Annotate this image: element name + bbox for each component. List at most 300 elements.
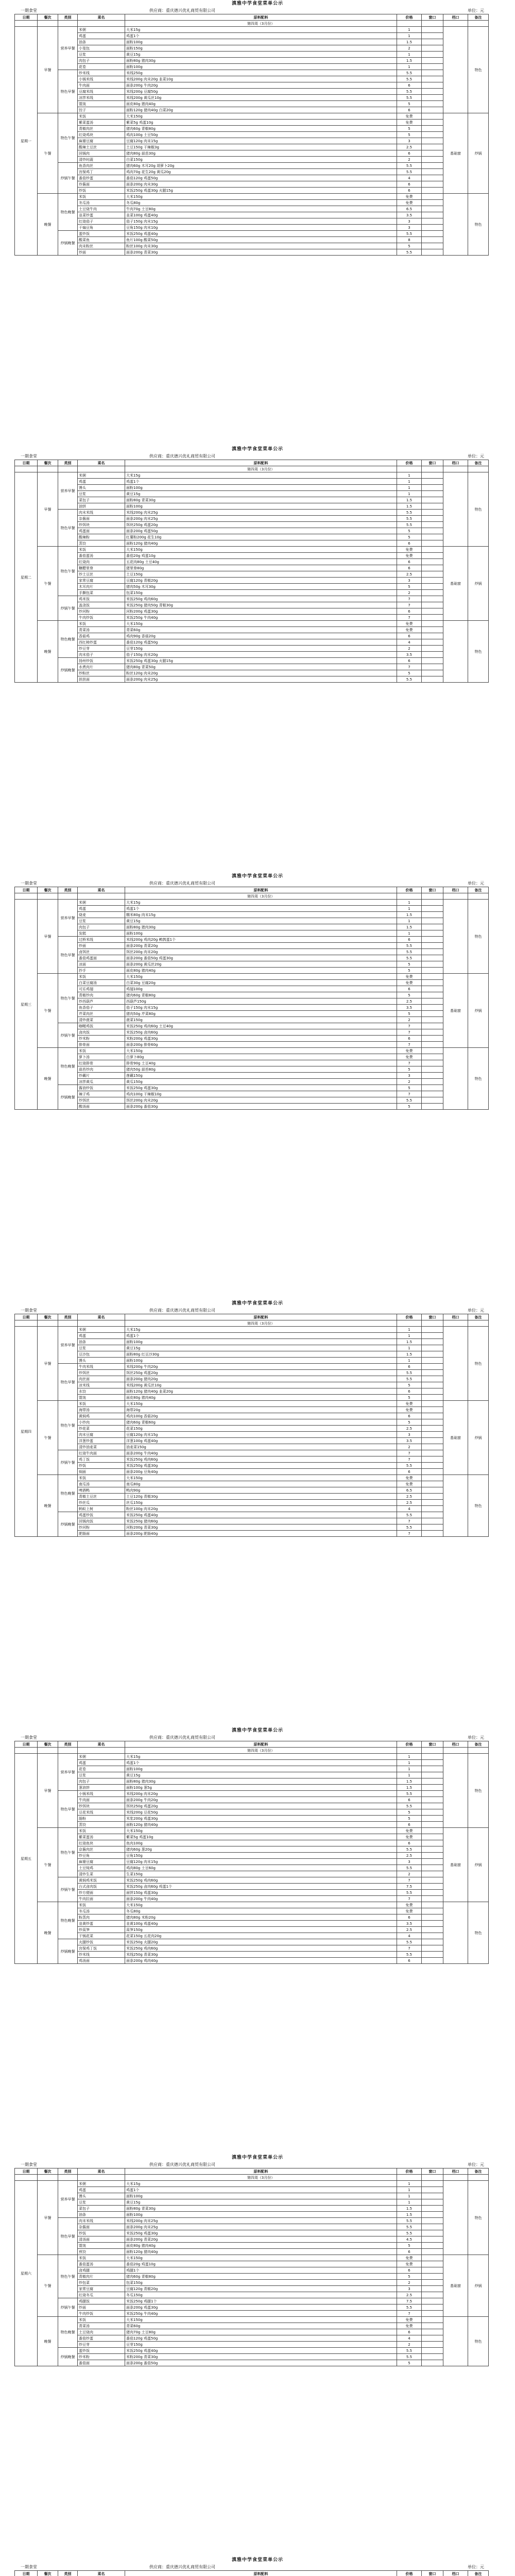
cell-empty (422, 1754, 443, 1760)
cell-empty (422, 472, 443, 479)
ingredients: 猪肉80g 蒜苗30g (125, 150, 397, 157)
price: 5 (397, 1809, 422, 1816)
note-label: 特色 (468, 27, 489, 113)
category-label: 炒锅晚餐 (58, 1512, 78, 1537)
dish-name: 馒头 (78, 485, 125, 491)
cell-empty (422, 578, 443, 584)
dish-name: 番茄蛋汤 (78, 553, 125, 559)
cell-empty (443, 27, 468, 113)
column-header: 档口 (443, 14, 468, 21)
ingredients: 猪肉60g 青椒80g (125, 992, 397, 998)
price: 2 (397, 2280, 422, 2286)
ingredients: 米饭250g 鸡肉60g (125, 1877, 397, 1884)
price: 7 (397, 664, 422, 670)
price: 1 (397, 906, 422, 912)
dish-name: 炒土豆丝 (78, 571, 125, 578)
price: 5.5 (397, 1803, 422, 1809)
ingredients: 鸡蛋1个 (125, 479, 397, 485)
ingredients: 米线200g 肉末20g (125, 1791, 397, 1797)
ingredients: 面皮80g 猪肉40g (125, 2243, 397, 2249)
header-row (15, 2168, 489, 2175)
price: 3 (397, 138, 422, 144)
column-header: 菜名 (78, 1314, 125, 1320)
category-label: 特色早餐 (58, 510, 78, 547)
dish-name: 肉末米线 (78, 2218, 125, 2224)
ingredients: 米线250g (125, 70, 397, 76)
price: 1 (397, 1772, 422, 1778)
menu-table (14, 1741, 489, 1964)
cell-empty (38, 2175, 58, 2181)
note-label: 炒锅 (468, 1828, 489, 1902)
cell-empty (422, 2206, 443, 2212)
table-row (15, 1908, 489, 1914)
table-row (15, 1884, 489, 1890)
table-row (15, 2360, 489, 2366)
table-row (15, 676, 489, 683)
ingredients: 鸡肉90g 香菇20g (125, 633, 397, 639)
day-label: 星期一 (15, 27, 38, 256)
cell-empty (422, 528, 443, 534)
ingredients: 莴笋150g (125, 1927, 397, 1933)
table-row (15, 1104, 489, 1110)
cell-empty (422, 912, 443, 918)
table-row (15, 1023, 489, 1029)
column-header: 原料配料 (125, 2571, 397, 2576)
dish-name: 炒西葫芦 (78, 998, 125, 1005)
ingredients: 面条200g 肉末30g (125, 181, 397, 188)
table-row (15, 33, 489, 39)
cell-empty (422, 194, 443, 200)
ingredients: 面皮80g 猪肉40g (125, 1395, 397, 1401)
dish-name: 炒方便面 (78, 1890, 125, 1896)
cell-empty (78, 21, 125, 27)
dish-name: 肉包子 (78, 924, 125, 930)
dish-name: 牛肉炒饭 (78, 2311, 125, 2317)
table-row (15, 2317, 489, 2323)
unit-label: 单位：元 (468, 8, 484, 13)
ingredients: 面条200g 鸡蛋30g (125, 2304, 397, 2311)
dish-name: 米粥 (78, 27, 125, 33)
table-row (15, 627, 489, 633)
table-row (15, 175, 489, 181)
ingredients: 鸡蛋1个 (125, 33, 397, 39)
cell-empty (422, 497, 443, 503)
dish-name: 炒米线 (78, 1952, 125, 1958)
category-label: 营养早餐 (58, 27, 78, 70)
cell-empty (422, 516, 443, 522)
dish-name: 炒饭 (78, 188, 125, 194)
note-label: 炒锅 (468, 547, 489, 621)
cell-empty (422, 101, 443, 107)
dish-name: 凉拌米线 (78, 95, 125, 101)
table-row (15, 225, 489, 231)
table-row (15, 1921, 489, 1927)
cell-empty (422, 943, 443, 949)
cell-empty (422, 1438, 443, 1444)
ingredients: 面条200g 鸡蛋50g (125, 528, 397, 534)
ingredients: 米线200g 豆花50g (125, 1809, 397, 1816)
ingredients: 米饭250g 猪肉60g (125, 1518, 397, 1524)
ingredients: 豆腐120g 肉末15g (125, 1859, 397, 1865)
ingredients: 猪肉50g 蒜苔80g (125, 1066, 397, 1073)
week-row (15, 1320, 489, 1327)
price: 7 (397, 2311, 422, 2317)
dish-name: 米饭 (78, 2255, 125, 2261)
price: 5.5 (397, 1370, 422, 1376)
column-header: 价格 (397, 460, 422, 466)
dish-name: 炒米线 (78, 70, 125, 76)
price: 3 (397, 1859, 422, 1865)
cell-empty (422, 169, 443, 175)
price: 2 (397, 2342, 422, 2348)
dish-name: 牛肉面 (78, 82, 125, 89)
table-row (15, 1456, 489, 1463)
column-header: 价格 (397, 1741, 422, 1748)
category-label: 特色晚餐 (58, 1048, 78, 1085)
dish-name: 青椒肉片 (78, 2274, 125, 2280)
dish-name: 鸡蛋炒饭 (78, 1512, 125, 1518)
dish-name: 红烧鱼块 (78, 1840, 125, 1846)
cell-empty (422, 1927, 443, 1933)
table-row (15, 1481, 489, 1487)
price: 5.5 (397, 955, 422, 961)
ingredients: 粉丝120g 肉末20g (125, 670, 397, 676)
category-label: 炒锅晚餐 (58, 658, 78, 683)
cell-empty (468, 21, 489, 27)
ingredients: 菠菜150g (125, 1017, 397, 1023)
price: 免费 (397, 1048, 422, 1054)
price: 7 (397, 596, 422, 602)
table-row (15, 243, 489, 249)
table-row (15, 528, 489, 534)
price: 6 (397, 540, 422, 547)
table-row (15, 1524, 489, 1531)
cell-empty (422, 992, 443, 998)
cell-empty (422, 1091, 443, 1097)
note-label: 特色 (468, 900, 489, 974)
table-row (15, 1506, 489, 1512)
stall-label: 基础窗 (443, 547, 468, 621)
price: 1 (397, 1760, 422, 1766)
ingredients: 米饭250g 鸡肉60g (125, 596, 397, 602)
dish-name: 糖醋里脊 (78, 565, 125, 571)
table-row (15, 510, 489, 516)
ingredients: 豆芽150g (125, 2342, 397, 2348)
table-row (15, 547, 489, 553)
note-label: 特色 (468, 1902, 489, 1964)
dish-name: 宫保鸡丁 (78, 169, 125, 175)
note-label: 特色 (468, 1475, 489, 1537)
table-row (15, 157, 489, 163)
column-header: 日期 (15, 460, 38, 466)
price: 6 (397, 559, 422, 565)
cell-empty (443, 1327, 468, 1401)
table-row (15, 76, 489, 82)
price: 7 (397, 1450, 422, 1456)
dish-name: 辣子鸡 (78, 1091, 125, 1097)
ingredients: 米饭250g 牛肉40g (125, 2311, 397, 2317)
price: 3.5 (397, 212, 422, 218)
column-header: 备注 (468, 14, 489, 21)
price: 免费 (397, 1481, 422, 1487)
cell-empty (422, 157, 443, 163)
dish-name: 发糕 (78, 930, 125, 937)
cell-empty (422, 2199, 443, 2206)
price: 1.5 (397, 2212, 422, 2218)
day-label: 星期五 (15, 1754, 38, 1964)
dish-name: 卤鸡腿 (78, 2267, 125, 2274)
table-row (15, 231, 489, 237)
cell-empty (38, 1748, 58, 1754)
cell-empty (422, 1896, 443, 1902)
ingredients: 紫菜5g 鸡蛋10g (125, 120, 397, 126)
price: 5.5 (397, 249, 422, 256)
ingredients: 猪肉80g 米粉20g (125, 1914, 397, 1921)
dish-name: 韭黄炒蛋 (78, 1921, 125, 1927)
table-row (15, 1902, 489, 1908)
stall-label: 基础窗 (443, 2255, 468, 2317)
cell-empty (422, 627, 443, 633)
price: 3 (397, 225, 422, 231)
cell-empty (422, 1048, 443, 1054)
ingredients: 猪肉50g 木耳30g (125, 584, 397, 590)
ingredients: 大米15g (125, 1754, 397, 1760)
dish-name: 米饭 (78, 113, 125, 120)
day-label: 星期六 (15, 2181, 38, 2366)
table-row (15, 900, 489, 906)
dish-name: 豆浆 (78, 1772, 125, 1778)
dish-name: 麻婆豆腐 (78, 138, 125, 144)
table-row (15, 930, 489, 937)
column-header: 窗口 (422, 1741, 443, 1748)
unit-label: 单位：元 (468, 1308, 484, 1313)
dish-name: 米粥 (78, 472, 125, 479)
ingredients: 鸡肉100g 土豆50g (125, 132, 397, 138)
table-row (15, 516, 489, 522)
dish-name: 鱼香肉丝 (78, 163, 125, 169)
price: 5.5 (397, 2348, 422, 2354)
price: 7 (397, 615, 422, 621)
week-label: 第四周（3月份） (125, 2175, 397, 2181)
ingredients: 糯米80g 肉末15g (125, 912, 397, 918)
table-row (15, 1846, 489, 1853)
dish-name: 油条 (78, 1339, 125, 1345)
cell-empty (422, 1011, 443, 1017)
cell-empty (15, 1748, 38, 1754)
table-row (15, 485, 489, 491)
dish-name: 米粥 (78, 900, 125, 906)
price: 6 (397, 82, 422, 89)
price: 6 (397, 2249, 422, 2255)
price: 5.5 (397, 89, 422, 95)
dish-name: 台式卤肉饭 (78, 1884, 125, 1890)
cell-empty (422, 2292, 443, 2298)
cell-empty (422, 639, 443, 646)
ingredients: 米饭250g 鸡蛋40g (125, 231, 397, 237)
week-row (15, 893, 489, 900)
table-row (15, 2230, 489, 2236)
canteen-name: 一期食堂 (21, 2565, 37, 2569)
supplier-name: 供应商：重庆德兴优礼商贸有限公司 (149, 8, 215, 13)
price: 5 (397, 1104, 422, 1110)
column-header: 档口 (443, 2168, 468, 2175)
cell-empty (15, 21, 38, 27)
column-header: 餐次 (38, 887, 58, 893)
ingredients: 米饭250g 鸡肉60g (125, 1945, 397, 1952)
ingredients: 鸡腿1个 (125, 2267, 397, 2274)
table-row (15, 906, 489, 912)
price: 免费 (397, 974, 422, 980)
ingredients: 米浆200g 鸡蛋30g (125, 1816, 397, 1822)
price: 5 (397, 2360, 422, 2366)
dish-name: 牛肉炒饭 (78, 615, 125, 621)
dish-name: 油饼 (78, 503, 125, 510)
price: 5.5 (397, 2230, 422, 2236)
ingredients: 番茄20g 鸡蛋10g (125, 553, 397, 559)
category-label: 炒锅晚餐 (58, 1085, 78, 1110)
table-row (15, 1896, 489, 1902)
canteen-name: 一期食堂 (21, 2162, 37, 2167)
price: 1 (397, 485, 422, 491)
price: 4 (397, 639, 422, 646)
table-row (15, 1005, 489, 1011)
price: 3.5 (397, 1438, 422, 1444)
canteen-name: 一期食堂 (21, 454, 37, 459)
meal-label: 晚餐 (38, 2317, 58, 2366)
dish-name: 小炒肉 (78, 1419, 125, 1426)
table-row (15, 1890, 489, 1896)
table-row (15, 1066, 489, 1073)
dish-name: 馒头 (78, 2193, 125, 2199)
sheet-subheader (0, 2564, 515, 2570)
cell-empty (422, 596, 443, 602)
cell-empty (422, 2348, 443, 2354)
dish-name: 牛肉拉面 (78, 1896, 125, 1902)
cell-empty (422, 652, 443, 658)
cell-empty (422, 1097, 443, 1104)
price: 5.5 (397, 1865, 422, 1871)
cell-empty (422, 553, 443, 559)
price: 5 (397, 992, 422, 998)
table-row (15, 2236, 489, 2243)
ingredients: 米粉200g 青菜30g (125, 2354, 397, 2360)
cell-empty (15, 1320, 38, 1327)
price: 1 (397, 930, 422, 937)
supplier-name: 供应商：重庆德兴优礼商贸有限公司 (149, 881, 215, 886)
ingredients: 豆腐120g 青椒20g (125, 2286, 397, 2292)
price: 1 (397, 2181, 422, 2187)
dish-name: 炒饵块 (78, 1803, 125, 1809)
dish-name: 水煮肉片 (78, 664, 125, 670)
dish-name: 洋葱炒蛋 (78, 1438, 125, 1444)
column-header: 备注 (468, 887, 489, 893)
table-row (15, 949, 489, 955)
dish-name: 青椒炒肉 (78, 992, 125, 998)
price: 1.5 (397, 924, 422, 930)
price: 1.5 (397, 497, 422, 503)
table-row (15, 1085, 489, 1091)
category-label: 特色早餐 (58, 1364, 78, 1401)
table-row (15, 2323, 489, 2329)
cell-empty (422, 2298, 443, 2304)
cell-empty (422, 1921, 443, 1927)
cell-empty (422, 2261, 443, 2267)
dish-name: 番茄蛋汤 (78, 2261, 125, 2267)
column-header: 类别 (58, 1741, 78, 1748)
price: 6 (397, 633, 422, 639)
header-row (15, 2571, 489, 2576)
table-row (15, 237, 489, 243)
table-row (15, 503, 489, 510)
table-row (15, 992, 489, 998)
dish-name: 排骨面 (78, 1042, 125, 1048)
cell-empty (422, 1494, 443, 1500)
cell-empty (422, 1364, 443, 1370)
table-row (15, 2181, 489, 2187)
price: 6 (397, 188, 422, 194)
cell-empty (422, 955, 443, 961)
price: 2.5 (397, 1494, 422, 1500)
category-label: 特色早餐 (58, 937, 78, 974)
ingredients: 面饼150g 鸡蛋30g (125, 1890, 397, 1896)
category-label: 营养早餐 (58, 2181, 78, 2218)
cell-empty (422, 1426, 443, 1432)
price: 5 (397, 528, 422, 534)
price: 5 (397, 968, 422, 974)
cell-empty (422, 1760, 443, 1766)
ingredients: 米饭250g 火腿20g (125, 1939, 397, 1945)
dish-name: 鸡蛋 (78, 906, 125, 912)
meal-label: 晚餐 (38, 1048, 58, 1110)
price: 1 (397, 27, 422, 33)
ingredients: 白萝卜80g (125, 1054, 397, 1060)
price: 5.5 (397, 1524, 422, 1531)
cell-empty (422, 33, 443, 39)
cell-empty (422, 1419, 443, 1426)
price: 5.5 (397, 1952, 422, 1958)
dish-name: 过桥米线 (78, 937, 125, 943)
price: 5.5 (397, 676, 422, 683)
category-label: 特色晚餐 (58, 621, 78, 658)
ingredients: 猪肉60g 葱20g (125, 1846, 397, 1853)
category-label: 炒锅午餐 (58, 1450, 78, 1475)
note-label: 特色 (468, 194, 489, 256)
dish-name: 黄焖鸡 (78, 1413, 125, 1419)
sheet-subheader (0, 1307, 515, 1314)
dish-name: 炒河粉 (78, 608, 125, 615)
category-label: 炒锅晚餐 (58, 1939, 78, 1964)
table-row (15, 479, 489, 485)
cell-empty (422, 39, 443, 45)
dish-name: 米饭 (78, 621, 125, 627)
dish-name: 红烧冬瓜 (78, 2292, 125, 2298)
dish-name: 米粥 (78, 1754, 125, 1760)
table-row (15, 101, 489, 107)
dish-name: 肠粉 (78, 1816, 125, 1822)
cell-empty (422, 70, 443, 76)
menu-table (14, 1314, 489, 1537)
dish-name: 芹菜肉丝 (78, 1011, 125, 1017)
price: 免费 (397, 200, 422, 206)
ingredients: 面粉80g 猪肉30g (125, 58, 397, 64)
price: 1 (397, 2193, 422, 2199)
ingredients: 大米150g (125, 1048, 397, 1054)
cell-empty (422, 21, 443, 27)
price: 6 (397, 986, 422, 992)
price: 1.5 (397, 1778, 422, 1785)
table-row (15, 2286, 489, 2292)
table-row (15, 52, 489, 58)
